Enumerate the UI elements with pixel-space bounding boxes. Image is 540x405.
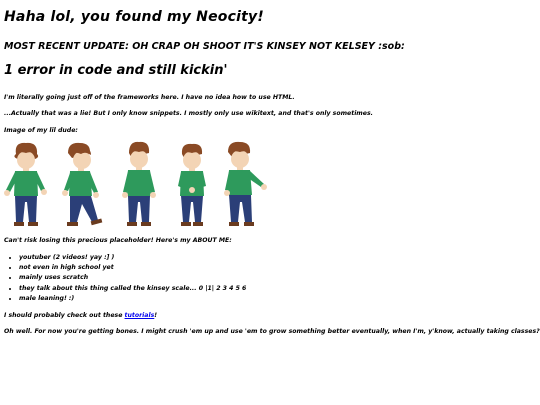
character-sprite-standing bbox=[113, 140, 165, 228]
error-heading: 1 error in code and still kickin' bbox=[4, 63, 228, 78]
list-item: • male leaning! :) bbox=[19, 294, 246, 304]
tutorials-link[interactable]: tutorials bbox=[124, 312, 155, 319]
character-sprite-sheet bbox=[0, 140, 270, 228]
character-sprite-front bbox=[0, 140, 52, 228]
list-item: • not even in high school yet bbox=[19, 263, 246, 273]
character-sprite-side bbox=[214, 140, 270, 228]
update-heading: MOST RECENT UPDATE: OH CRAP OH SHOOT IT'S KINSEY NOT KELSEY :sob: bbox=[4, 41, 405, 52]
character-sprite-arms-crossed bbox=[166, 140, 218, 228]
list-item: • youtuber (2 videos! yay :] ) bbox=[19, 253, 246, 263]
character-sprite-walking bbox=[54, 140, 106, 228]
tutorials-paragraph bbox=[4, 312, 157, 319]
tutorials-text-after: ! bbox=[154, 312, 158, 319]
about-list bbox=[0, 253, 246, 304]
lie-paragraph: ...Actually that was a lie! But I only know snippets. I mostly only use wikitext, and that's only sometimes. bbox=[4, 110, 373, 117]
tutorials-text-before: I should probably check out these bbox=[4, 312, 125, 319]
list-item: • mainly uses scratch bbox=[19, 273, 246, 283]
about-intro: Can't risk losing this precious placeholder! Here's my ABOUT ME: bbox=[4, 237, 232, 244]
closing-paragraph: Oh well. For now you're getting bones. I might crush 'em up and use 'em to grow something better eventually, when I'm, y'know, actually taking classes? bbox=[4, 328, 540, 335]
list-item: • they talk about this thing called the kinsey scale... 0 |1| 2 3 4 5 6 bbox=[19, 284, 246, 294]
image-caption: Image of my lil dude: bbox=[4, 127, 78, 134]
intro-paragraph: I'm literally going just off of the frameworks here. I have no idea how to use HTML. bbox=[4, 94, 295, 101]
page-title: Haha lol, you found my Neocity! bbox=[4, 9, 264, 25]
